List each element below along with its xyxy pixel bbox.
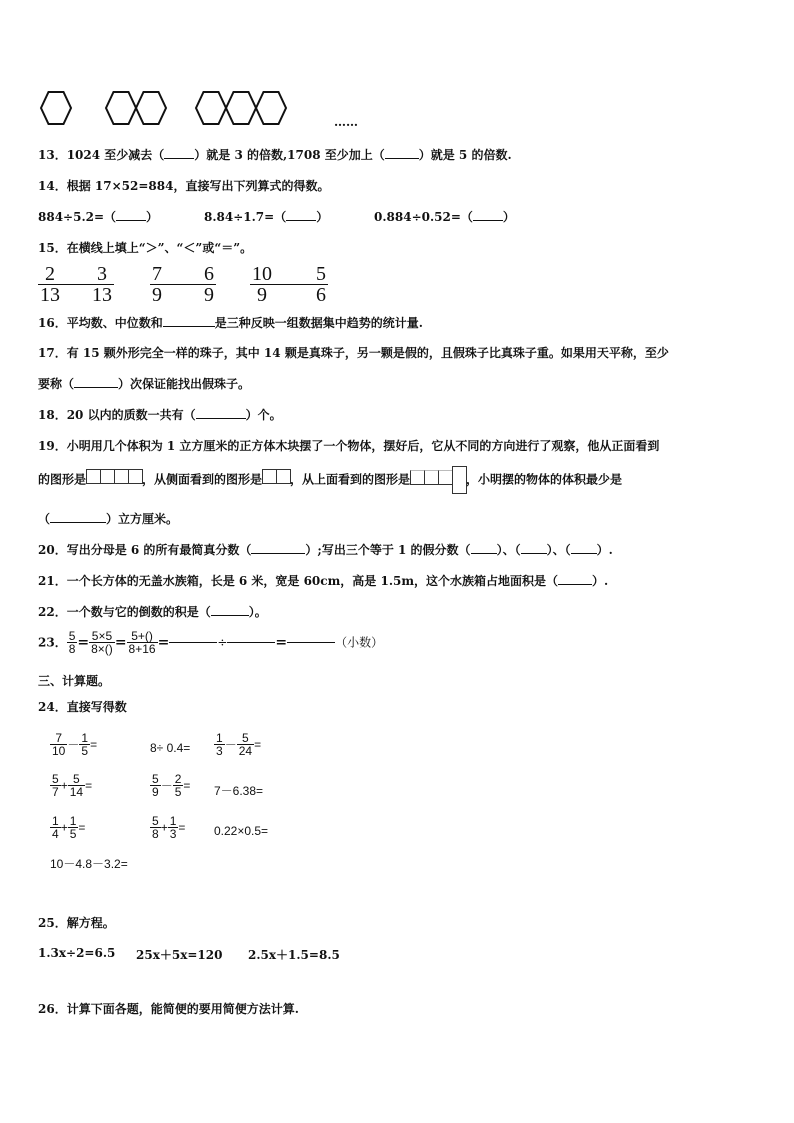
question-25: 25．解方程。: [38, 916, 115, 930]
question-26: 26．计算下面各题，能简便的要用简便方法计算.: [38, 1002, 299, 1016]
question-22: 22．一个数与它的倒数的积是（ ）。: [38, 605, 267, 619]
q24-r1-a: $\frac{7}{10}$ － $\frac{1}{5}$ =: [52, 731, 98, 758]
section-3-title: 三、计算题。: [38, 674, 111, 688]
hexagon-pattern-figure: [38, 88, 298, 132]
question-19-line3: （ ）立方厘米。: [38, 512, 179, 526]
question-15: 15．在横线上填上“＞”、“＜”或“＝”。: [38, 241, 253, 255]
q15-compare-2: $\frac{7}{9}$ $\frac{6}{9}$: [152, 263, 214, 306]
q24-r1-b: 8÷ 0.4=: [150, 741, 191, 755]
hexagon: [106, 92, 136, 124]
side-view-figure: [262, 467, 290, 493]
hexagon: [256, 92, 286, 124]
hexagon: [136, 92, 166, 124]
top-view-figure: [410, 466, 466, 494]
hexagon: [226, 92, 256, 124]
q14-expr-2: 8.84÷1.7=（ ）: [204, 210, 329, 224]
q15-compare-3: $\frac{10}{9}$ $\frac{5}{6}$: [252, 263, 326, 306]
q14-expr-1: 884÷5.2=（ ）: [38, 210, 159, 224]
q25-eq-1: 1.3x÷2=6.5: [38, 946, 116, 960]
q14-expr-3: 0.884÷0.52=（ ）: [374, 210, 515, 224]
question-23: 23． $\frac{5}{8}$ = $\frac{5\times 5}{8\times()}$ = $\frac{5+()}{8+16}$ = ÷ = （小数）: [38, 629, 384, 656]
q24-r1-c: $\frac{1}{3}$ － $\frac{5}{24}$ =: [216, 731, 262, 758]
question-21: 21．一个长方体的无盖水族箱，长是 6 米，宽是 60cm，高是 1.5m，这个水族箱占地面积是（ ）.: [38, 574, 609, 588]
question-17: 17．有 15 颗外形完全一样的珠子，其中 14 颗是真珠子，另一颗是假的，且假珠子比真珠子重。如果用天平称，至少: [38, 346, 669, 360]
question-20: 20．写出分母是 6 的所有最简真分数（ ）;写出三个等于 1 的假分数（ ）、（ ）、（ ）.: [38, 543, 613, 557]
question-14: 14．根据 17×52=884，直接写出下列算式的得数。: [38, 179, 330, 193]
q24-r3-c: 0.22×0.5=: [214, 824, 269, 838]
q24-r3-b: $\frac{5}{8}$ + $\frac{1}{3}$ =: [152, 814, 186, 841]
q24-r2-c: 7－6.38=: [214, 784, 264, 798]
q25-eq-2: 25x＋5x=120: [136, 948, 223, 962]
question-16: 16．平均数、中位数和 是三种反映一组数据集中趋势的统计量.: [38, 316, 423, 330]
question-13: 13．1024 至少减去（ ）就是 3 的倍数,1708 至少加上（ ）就是 5 的倍数.: [38, 148, 512, 162]
ellipsis: ……: [334, 115, 358, 129]
front-view-figure: [86, 467, 142, 493]
q24-r2-a: $\frac{5}{7}$ + $\frac{5}{14}$ =: [52, 772, 93, 799]
q24-r4: 10－4.8－3.2=: [50, 857, 128, 871]
q24-r2-b: $\frac{5}{9}$ － $\frac{2}{5}$ =: [152, 772, 191, 799]
question-19: 19．小明用几个体积为 1 立方厘米的正方体木块摆了一个物体，摆好后，它从不同的方向进行了观察，他从正面看到: [38, 439, 660, 453]
q15-compare-1: $\frac{2}{13}$ $\frac{3}{13}$: [40, 263, 112, 306]
question-19-line2: 的图形是 ，从侧面看到的图形是 ，从上面看到的图形是 ，小明摆的物体的体积最少是: [38, 466, 622, 494]
hexagon: [41, 92, 71, 124]
hexagon: [196, 92, 226, 124]
question-24: 24．直接写得数: [38, 700, 127, 714]
question-18: 18．20 以内的质数一共有（ ）个。: [38, 408, 282, 422]
question-17-line2: 要称（ ）次保证能找出假珠子。: [38, 377, 251, 391]
q25-eq-3: 2.5x＋1.5=8.5: [248, 948, 340, 962]
q24-r3-a: $\frac{1}{4}$ + $\frac{1}{5}$ =: [52, 814, 86, 841]
